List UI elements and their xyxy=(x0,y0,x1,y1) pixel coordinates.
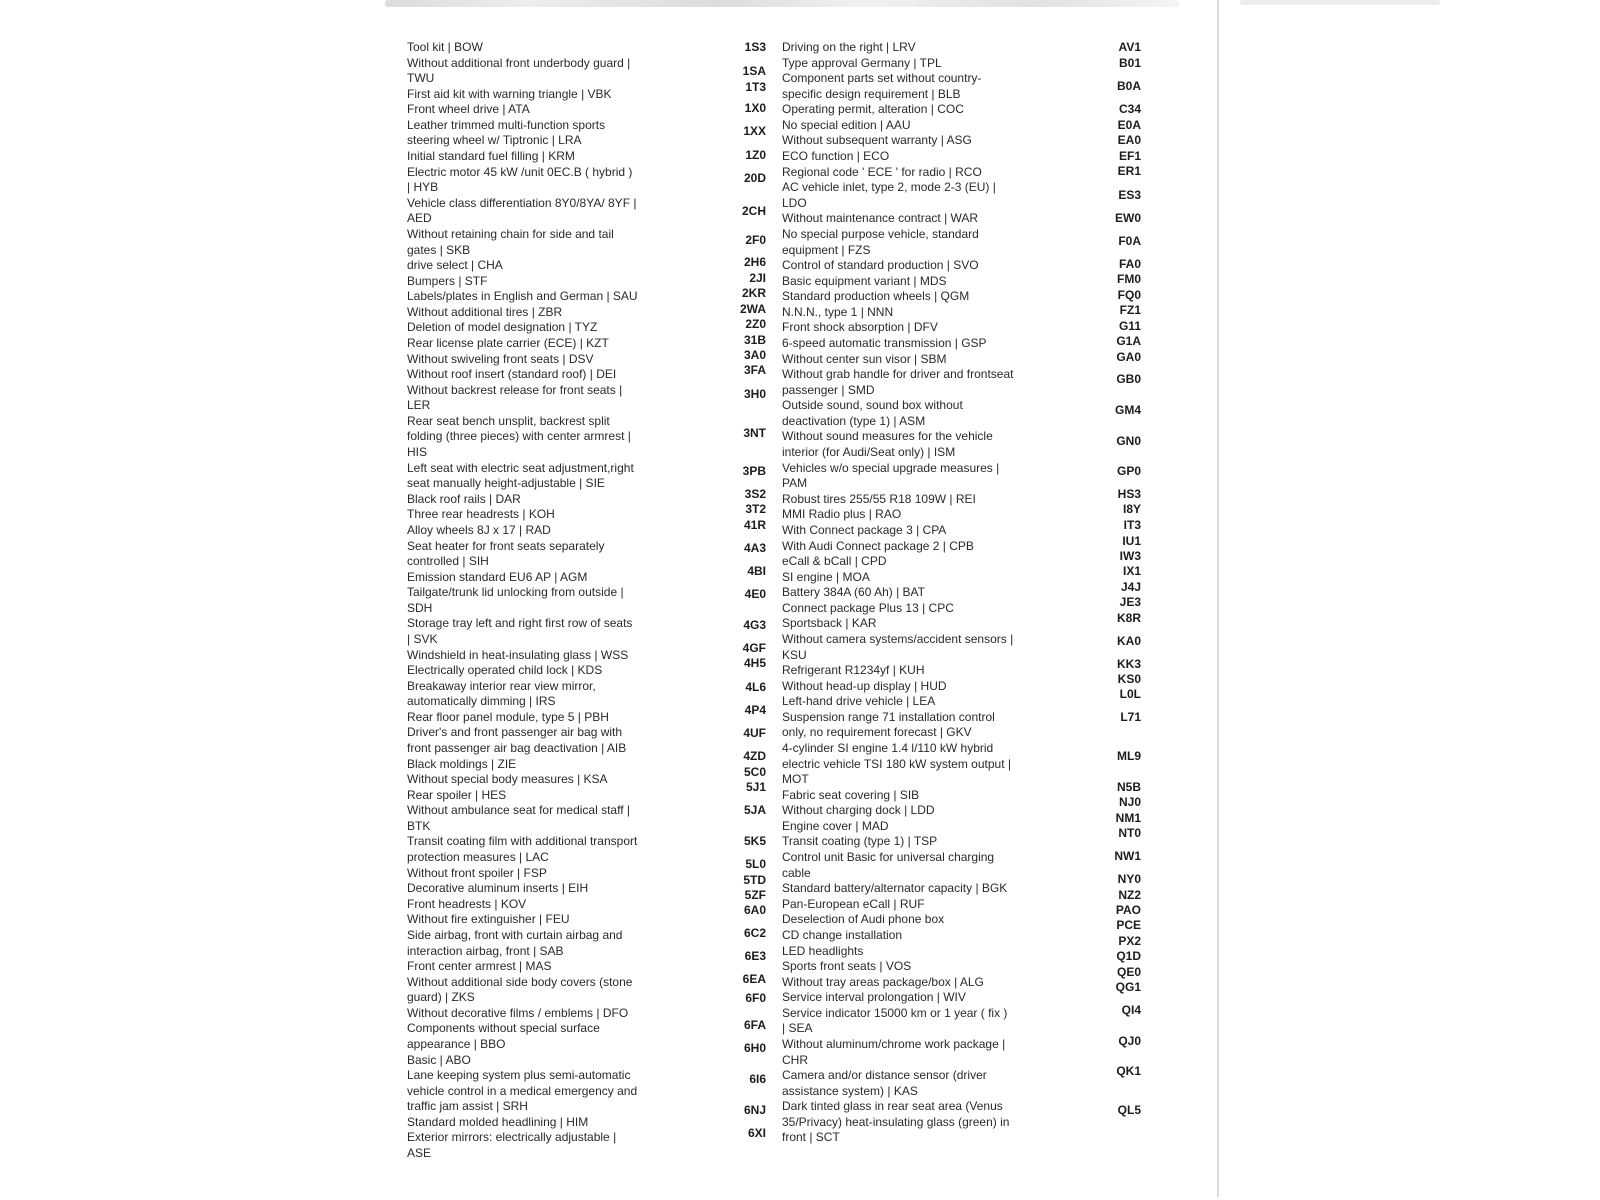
equipment-text-line: Control unit Basic for universal charging xyxy=(782,850,995,865)
equipment-text-line: Components without special surface xyxy=(407,1021,600,1036)
equipment-text-line: Electrically operated child lock | KDS xyxy=(407,663,603,678)
pr-code: 1Z0 xyxy=(745,148,766,162)
equipment-text-line: Windshield in heat-insulating glass | WSS xyxy=(407,647,629,662)
family-code: EW0 xyxy=(1114,211,1141,225)
family-code: FA0 xyxy=(1118,257,1141,271)
equipment-text-line: SI engine | MOA xyxy=(782,569,870,584)
equipment-text-line: Component parts set without country- xyxy=(782,71,982,86)
equipment-text-line: Front wheel drive | ATA xyxy=(407,102,530,117)
family-code: IT3 xyxy=(1123,518,1141,532)
pr-code: 1SA xyxy=(742,64,766,78)
equipment-text-line: With Connect package 3 | CPA xyxy=(782,522,947,537)
equipment-text-line: Standard production wheels | QGM xyxy=(782,289,970,304)
family-code: GB0 xyxy=(1116,372,1141,386)
equipment-text-line: Front shock absorption | DFV xyxy=(782,320,938,335)
family-code: Q1D xyxy=(1116,949,1141,963)
page-edge-line xyxy=(1217,0,1219,1197)
equipment-text-line: Without sound measures for the vehicle xyxy=(782,429,993,444)
equipment-text-line: Black roof rails | DAR xyxy=(407,491,521,506)
family-code: I8Y xyxy=(1122,502,1141,516)
equipment-text-line: Side airbag, front with curtain airbag and xyxy=(407,927,623,942)
family-code: FQ0 xyxy=(1117,288,1141,302)
equipment-text-line: Connect package Plus 13 | CPC xyxy=(782,600,954,615)
pr-code: 4BI xyxy=(747,564,766,578)
pr-code: 6NJ xyxy=(743,1103,766,1117)
pr-code: 4G3 xyxy=(743,618,766,632)
equipment-text-line: ECO function | ECO xyxy=(782,149,890,164)
equipment-text-line: SDH xyxy=(407,600,433,615)
equipment-text-line: Fabric seat covering | SIB xyxy=(782,787,920,802)
pr-code: 3PB xyxy=(742,464,766,478)
equipment-text-line: ASE xyxy=(407,1146,432,1161)
family-code: QJ0 xyxy=(1118,1034,1141,1048)
equipment-text-line: Without aluminum/chrome work package | xyxy=(782,1037,1006,1051)
equipment-text-line: Front center armrest | MAS xyxy=(407,959,552,974)
family-code: QK1 xyxy=(1116,1064,1141,1078)
family-code: NM1 xyxy=(1115,811,1141,825)
equipment-text-line: Labels/plates in English and German | SAU xyxy=(407,289,638,304)
pr-code: 6FA xyxy=(743,1018,766,1032)
equipment-text-line: Bumpers | STF xyxy=(407,273,488,288)
equipment-text-line: MMI Radio plus | RAO xyxy=(782,507,902,522)
pr-code: 4L6 xyxy=(745,680,766,694)
family-code: HS3 xyxy=(1117,487,1141,501)
equipment-text-line: vehicle control in a medical emergency and xyxy=(407,1083,638,1098)
equipment-text-line: | SEA xyxy=(782,1021,813,1036)
equipment-text-line: appearance | BBO xyxy=(407,1037,506,1051)
equipment-text-line: drive select | CHA xyxy=(407,258,503,273)
equipment-text-line: Without additional tires | ZBR xyxy=(407,304,563,319)
equipment-text-line: Rear seat bench unsplit, backrest split xyxy=(407,413,610,428)
scan-artifact-top-right xyxy=(1240,0,1440,5)
equipment-text-line: 35/Privacy) heat-insulating glass (green) in xyxy=(782,1114,1010,1129)
equipment-text-line: Without additional front underbody guard | xyxy=(407,55,631,70)
equipment-text-line: LER xyxy=(407,398,431,413)
equipment-text-line: LED headlights xyxy=(782,943,864,958)
equipment-text-line: only, no requirement forecast | GKV xyxy=(782,725,972,740)
equipment-text-line: Left-hand drive vehicle | LEA xyxy=(782,694,936,709)
equipment-text-line: Rear floor panel module, type 5 | PBH xyxy=(407,709,609,724)
equipment-text-line: 6-speed automatic transmission | GSP xyxy=(782,335,987,350)
equipment-text-line: guard) | ZKS xyxy=(407,990,475,1005)
equipment-text-line: Refrigerant R1234yf | KUH xyxy=(782,663,925,678)
pr-code: 4P4 xyxy=(744,703,766,717)
equipment-text-line: Breakaway interior rear view mirror, xyxy=(407,678,596,693)
family-code: F0A xyxy=(1118,234,1141,248)
equipment-text-line: Robust tires 255/55 R18 109W | REI xyxy=(782,491,976,506)
family-code: G1A xyxy=(1116,334,1141,348)
equipment-text-line: No special edition | AAU xyxy=(782,117,911,132)
equipment-text-line: Lane keeping system plus semi-automatic xyxy=(407,1068,631,1083)
equipment-text-line: traffic jam assist | SRH xyxy=(407,1099,528,1114)
equipment-text-line: Vehicle class differentiation 8Y0/8YA/ 8YF | xyxy=(407,195,637,210)
pr-code: 1XX xyxy=(743,124,766,138)
equipment-text-line: Alloy wheels 8J x 17 | RAD xyxy=(407,522,551,537)
equipment-text-line: Leather trimmed multi-function sports xyxy=(407,117,606,132)
equipment-text-line: Control of standard production | SVO xyxy=(782,258,979,273)
pr-code: 6A0 xyxy=(743,903,766,917)
equipment-text-line: BTK xyxy=(407,818,431,833)
pr-code: 5C0 xyxy=(743,765,766,779)
pr-code: 4E0 xyxy=(744,587,766,601)
equipment-text-line: Without maintenance contract | WAR xyxy=(782,211,979,226)
equipment-text-line: Regional code ' ECE ' for radio | RCO xyxy=(782,164,982,179)
equipment-text-line: Type approval Germany | TPL xyxy=(782,55,942,70)
equipment-text-line: Service interval prolongation | WIV xyxy=(782,990,966,1005)
pr-code: 6XI xyxy=(747,1126,766,1140)
equipment-text-line: | HYB xyxy=(407,180,439,195)
family-code: GA0 xyxy=(1116,350,1141,364)
equipment-text-line: eCall & bCall | CPD xyxy=(782,554,887,569)
equipment-text-line: deactivation (type 1) | ASM xyxy=(782,413,926,428)
left-description-column xyxy=(407,40,717,1162)
pr-code: 3H0 xyxy=(743,387,766,401)
pr-code: 6F0 xyxy=(745,991,766,1005)
pr-code: 31B xyxy=(743,333,766,347)
family-code: FM0 xyxy=(1117,272,1141,286)
equipment-text-line: LDO xyxy=(782,195,807,210)
pr-code: 6E3 xyxy=(744,949,766,963)
equipment-text-line: Without tray areas package/box | ALG xyxy=(782,974,984,989)
equipment-text-line: KSU xyxy=(782,647,807,662)
equipment-text-line: Three rear headrests | KOH xyxy=(407,507,555,522)
equipment-text-line: Engine cover | MAD xyxy=(782,818,889,833)
family-code: B01 xyxy=(1118,56,1141,70)
equipment-text-line: Rear spoiler | HES xyxy=(407,787,507,802)
equipment-text-line: specific design requirement | BLB xyxy=(782,86,961,101)
equipment-text-line: Outside sound, sound box without xyxy=(782,398,963,413)
family-code: EA0 xyxy=(1117,133,1141,147)
pr-code: 2CH xyxy=(741,204,766,218)
family-code: NJ0 xyxy=(1118,795,1141,809)
equipment-text-line: AED xyxy=(407,211,432,226)
family-code: QL5 xyxy=(1117,1103,1141,1117)
family-code: G11 xyxy=(1118,319,1141,333)
equipment-text-line: Driver's and front passenger air bag with xyxy=(407,725,623,740)
pr-code: 4A3 xyxy=(743,541,766,555)
equipment-text-line: controlled | SIH xyxy=(407,554,489,569)
equipment-text-line: No special purpose vehicle, standard xyxy=(782,226,979,241)
pr-code: 1T3 xyxy=(745,80,766,94)
equipment-text-line: CD change installation xyxy=(782,927,903,942)
family-code: GN0 xyxy=(1116,434,1141,448)
scan-artifact-top xyxy=(385,0,1180,7)
equipment-text-line: Front headrests | KOV xyxy=(407,896,527,911)
equipment-text-line: Without swiveling front seats | DSV xyxy=(407,351,594,366)
family-code: FZ1 xyxy=(1119,303,1141,317)
equipment-text-line: Tailgate/trunk lid unlocking from outside | xyxy=(407,585,624,600)
pr-code: 3T2 xyxy=(745,502,766,516)
equipment-text-line: automatically dimming | IRS xyxy=(407,694,556,709)
equipment-text-line: Without grab handle for driver and frontseat xyxy=(782,367,1014,382)
equipment-text-line: Seat heater for front seats separately xyxy=(407,538,605,553)
equipment-text-line: Without front spoiler | FSP xyxy=(407,865,547,880)
pr-code: 3FA xyxy=(743,363,766,377)
equipment-text-line: interior (for Audi/Seat only) | ISM xyxy=(782,445,956,460)
equipment-text-line: interaction airbag, front | SAB xyxy=(407,943,564,958)
family-code: C34 xyxy=(1118,102,1141,116)
equipment-text-line: Without center sun visor | SBM xyxy=(782,351,947,366)
equipment-text-line: passenger | SMD xyxy=(782,382,875,397)
equipment-text-line: protection measures | LAC xyxy=(407,850,549,865)
equipment-text-line: N.N.N., type 1 | NNN xyxy=(782,304,894,319)
right-code-column xyxy=(1080,0,1141,1200)
equipment-text-line: Camera and/or distance sensor (driver xyxy=(782,1068,987,1083)
equipment-text-line: Sports front seats | VOS xyxy=(782,959,912,974)
family-code: N5B xyxy=(1116,780,1141,794)
pr-code: 5TD xyxy=(743,873,766,887)
equipment-text-line: TWU xyxy=(407,71,435,86)
family-code: E0A xyxy=(1117,118,1141,132)
equipment-text-line: front passenger air bag deactivation | AIB xyxy=(407,741,627,756)
family-code: JE3 xyxy=(1119,595,1141,609)
equipment-text-line: Service indicator 15000 km or 1 year ( fix ) xyxy=(782,1005,1008,1020)
family-code: PX2 xyxy=(1118,934,1141,948)
family-code: ER1 xyxy=(1117,164,1141,178)
equipment-text-line: Exterior mirrors: electrically adjustable | xyxy=(407,1130,617,1145)
pr-code: 2JI xyxy=(749,271,766,285)
pr-code: 2H6 xyxy=(743,255,766,269)
equipment-text-line: 4-cylinder SI engine 1.4 l/110 kW hybrid xyxy=(782,741,994,756)
equipment-text-line: Rear license plate carrier (ECE) | KZT xyxy=(407,335,609,350)
pr-code: 6EA xyxy=(742,972,766,986)
family-code: AV1 xyxy=(1118,40,1141,54)
equipment-text-line: Basic equipment variant | MDS xyxy=(782,273,947,288)
equipment-text-line: Driving on the right | LRV xyxy=(782,40,916,54)
family-code: KA0 xyxy=(1116,634,1141,648)
pr-code: 6H0 xyxy=(743,1041,766,1055)
pr-code: 20D xyxy=(743,171,766,185)
pr-code: 4GF xyxy=(742,641,766,655)
equipment-text-line: Without head-up display | HUD xyxy=(782,678,947,693)
pr-code: 5J1 xyxy=(745,780,766,794)
equipment-text-line: Without decorative films / emblems | DFO xyxy=(407,1005,629,1020)
equipment-text-line: Without retaining chain for side and tail xyxy=(407,226,614,241)
equipment-text-line: Storage tray left and right first row of seats xyxy=(407,616,633,631)
pr-code: 3S2 xyxy=(744,487,766,501)
equipment-text-line: With Audi Connect package 2 | CPB xyxy=(782,538,974,553)
family-code: GM4 xyxy=(1114,403,1141,417)
equipment-text-line: Sportsback | KAR xyxy=(782,616,877,631)
equipment-text-line: Without camera systems/accident sensors | xyxy=(782,631,1014,646)
family-code: QI4 xyxy=(1121,1003,1141,1017)
pr-code: 1S3 xyxy=(744,40,766,54)
equipment-text-line: Basic | ABO xyxy=(407,1052,471,1067)
equipment-text-line: Vehicles w/o special upgrade measures | xyxy=(782,460,1000,475)
family-code: J4J xyxy=(1120,580,1141,594)
equipment-text-line: Battery 384A (60 Ah) | BAT xyxy=(782,585,925,600)
equipment-text-line: Standard molded headlining | HIM xyxy=(407,1114,589,1129)
pr-code: 5ZF xyxy=(744,888,766,902)
pr-code: 41R xyxy=(743,518,766,532)
equipment-text-line: Tool kit | BOW xyxy=(407,40,483,54)
family-code: L71 xyxy=(1120,710,1141,724)
family-code: IW3 xyxy=(1119,549,1141,563)
equipment-text-line: Without subsequent warranty | ASG xyxy=(782,133,972,148)
equipment-text-line: equipment | FZS xyxy=(782,242,871,257)
family-code: EF1 xyxy=(1118,149,1141,163)
equipment-text-line: steering wheel w/ Tiptronic | LRA xyxy=(407,133,582,148)
family-code: IU1 xyxy=(1122,534,1141,548)
pr-code: 6C2 xyxy=(743,926,766,940)
pr-code: 5JA xyxy=(743,803,766,817)
equipment-text-line: Without ambulance seat for medical staff | xyxy=(407,803,631,818)
pr-code: 2WA xyxy=(739,302,766,316)
equipment-text-line: MOT xyxy=(782,772,809,787)
equipment-text-line: front | SCT xyxy=(782,1130,840,1145)
pr-code: 2KR xyxy=(741,286,766,300)
equipment-text-line: PAM xyxy=(782,476,808,491)
family-code: NT0 xyxy=(1118,826,1141,840)
family-code: QE0 xyxy=(1116,965,1141,979)
equipment-text-line: Transit coating film with additional transport xyxy=(407,834,638,849)
equipment-text-line: Without additional side body covers (stone xyxy=(407,974,633,989)
equipment-text-line: Suspension range 71 installation control xyxy=(782,709,995,724)
pr-code: 3NT xyxy=(743,426,766,440)
pr-code: 1X0 xyxy=(744,101,766,115)
family-code: IX1 xyxy=(1122,564,1141,578)
family-code: NY0 xyxy=(1117,872,1141,886)
equipment-text-line: folding (three pieces) with center armrest | xyxy=(407,429,631,444)
equipment-text-line: Initial standard fuel filling | KRM xyxy=(407,149,575,164)
equipment-text-line: AC vehicle inlet, type 2, mode 2-3 (EU) | xyxy=(782,180,996,195)
equipment-text-line: Transit coating (type 1) | TSP xyxy=(782,834,938,849)
pr-code: 2F0 xyxy=(745,233,766,247)
pr-code: 4UF xyxy=(743,726,766,740)
equipment-text-line: Without backrest release for front seats | xyxy=(407,382,623,397)
equipment-text-line: HIS xyxy=(407,445,428,460)
equipment-text-line: seat manually height-adjustable | SIE xyxy=(407,476,605,491)
family-code: QG1 xyxy=(1115,980,1141,994)
family-code: L0L xyxy=(1119,687,1141,701)
equipment-text-line: Decorative aluminum inserts | EIH xyxy=(407,881,589,896)
equipment-text-line: Emission standard EU6 AP | AGM xyxy=(407,569,588,584)
family-code: K8R xyxy=(1116,611,1141,625)
equipment-text-line: Without special body measures | KSA xyxy=(407,772,608,787)
equipment-text-line: cable xyxy=(782,865,811,880)
family-code: B0A xyxy=(1116,79,1141,93)
equipment-text-line: | SVK xyxy=(407,631,438,646)
pr-code: 5K5 xyxy=(743,834,766,848)
pr-code: 3A0 xyxy=(743,348,766,362)
family-code: KS0 xyxy=(1117,672,1141,686)
pr-code: 2Z0 xyxy=(745,317,766,331)
equipment-text-line: electric vehicle TSI 180 kW system output | xyxy=(782,756,1011,771)
equipment-text-line: Left seat with electric seat adjustment,right xyxy=(407,460,634,475)
equipment-text-line: Dark tinted glass in rear seat area (Venus xyxy=(782,1099,1003,1114)
equipment-text-line: gates | SKB xyxy=(407,242,471,257)
pr-code: 6I6 xyxy=(749,1072,766,1086)
equipment-text-line: Pan-European eCall | RUF xyxy=(782,896,925,911)
family-code: PAO xyxy=(1115,903,1141,917)
equipment-text-line: CHR xyxy=(782,1052,808,1067)
equipment-text-line: First aid kit with warning triangle | VBK xyxy=(407,86,612,101)
family-code: KK3 xyxy=(1116,657,1141,671)
equipment-text-line: Black moldings | ZIE xyxy=(407,756,517,771)
equipment-text-line: Without fire extinguisher | FEU xyxy=(407,912,570,927)
equipment-text-line: Operating permit, alteration | COC xyxy=(782,102,964,117)
equipment-text-line: assistance system) | KAS xyxy=(782,1083,918,1098)
family-code: NZ2 xyxy=(1118,888,1141,902)
equipment-text-line: Without roof insert (standard roof) | DEI xyxy=(407,367,617,382)
pr-code: 4H5 xyxy=(743,656,766,670)
family-code: ES3 xyxy=(1118,188,1141,202)
family-code: ML9 xyxy=(1117,749,1141,763)
equipment-text-line: Deselection of Audi phone box xyxy=(782,912,945,927)
family-code: NW1 xyxy=(1114,849,1141,863)
family-code: GP0 xyxy=(1116,464,1141,478)
pr-code: 4ZD xyxy=(743,749,766,763)
family-code: PCE xyxy=(1116,918,1141,932)
middle-code-column xyxy=(700,0,766,1200)
equipment-text-line: Deletion of model designation | TYZ xyxy=(407,320,598,335)
pr-code: 5L0 xyxy=(745,857,766,871)
equipment-text-line: Without charging dock | LDD xyxy=(782,803,935,818)
equipment-text-line: Standard battery/alternator capacity | BGK xyxy=(782,881,1008,896)
equipment-text-line: Electric motor 45 kW /unit 0EC.B ( hybrid ) xyxy=(407,164,633,179)
middle-description-column xyxy=(782,40,1082,1146)
